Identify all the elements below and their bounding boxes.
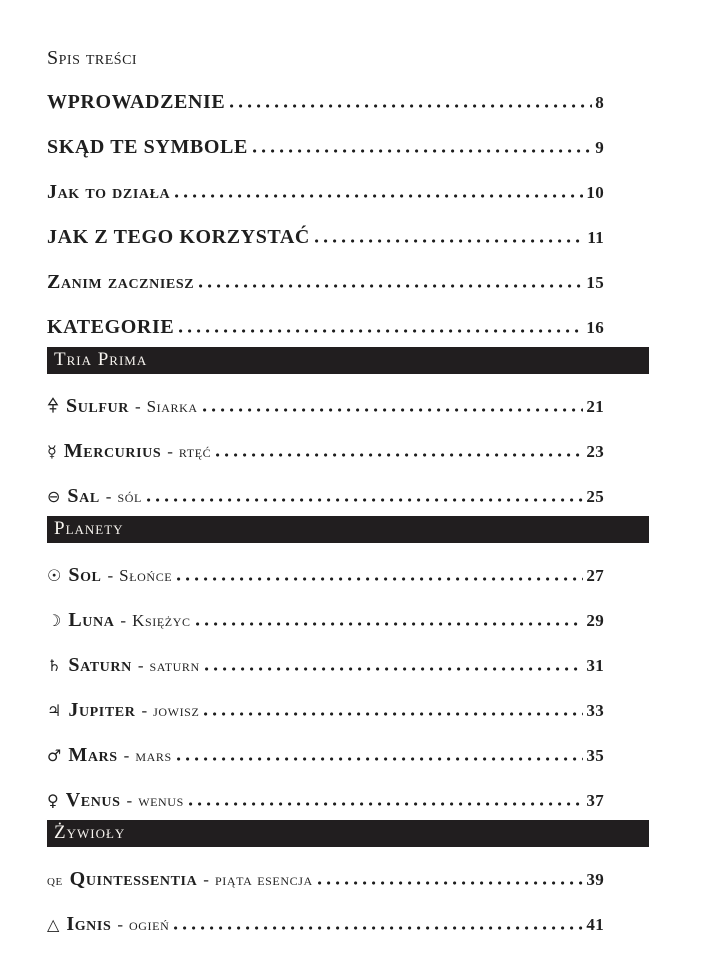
entry-subtitle: Słońce [119,566,173,585]
toc-entry[interactable] [47,545,604,590]
entry-title: Jupiter [68,699,136,721]
entry-title: Mercurius [63,440,162,462]
sulfur-symbol [47,397,59,416]
entry-subtitle: saturn [149,656,200,675]
page-number: 37 [586,791,604,810]
section-label: Żywioły [54,821,126,843]
page-number: 31 [586,656,604,675]
page-number: 9 [595,138,604,157]
page-number: 39 [586,870,604,889]
section-label: Planety [54,517,124,539]
entry-subtitle: Siarka [146,397,198,416]
saturn-symbol: ♄ [47,656,62,675]
page-number: 27 [586,566,604,585]
page-number: 8 [595,93,604,112]
page-number: 33 [586,701,604,720]
toc-entry[interactable] [47,297,604,342]
entry-dash: - [134,397,141,416]
salt-symbol: ⊖ [47,487,61,506]
dot-leader [175,194,583,198]
dot-leader [177,757,584,761]
dot-leader [203,408,584,412]
entry-dash: - [105,487,112,506]
entry-title: Sol [68,564,102,586]
toc-entry[interactable] [47,252,604,297]
toc-entry[interactable] [47,590,604,635]
entry-title: Ignis [66,913,112,935]
entry-title: WPROWADZENIE [47,91,226,113]
entry-subtitle: sól [117,487,142,506]
entry-dash: - [126,791,133,810]
page-number: 11 [587,228,604,247]
dot-leader [253,149,592,153]
entry-dash: - [137,656,144,675]
entry-title: JAK Z TEGO KORZYSTAĆ [47,226,310,248]
toc-entry[interactable] [47,635,604,680]
entry-title: KATEGORIE [47,316,175,338]
entry-subtitle: ogień [129,915,170,934]
toc-list [47,72,706,939]
dot-leader [204,712,583,716]
entry-subtitle: jowisz [153,701,200,720]
dot-leader [189,802,584,806]
entry-subtitle: Księżyc [132,611,191,630]
entry-dash: - [203,870,209,889]
entry-dash: - [141,701,148,720]
page-number: 16 [586,318,604,337]
entry-title: Luna [68,609,115,631]
sun-symbol: ☉ [47,566,62,585]
venus-symbol: ♀ [47,791,59,810]
section-header-bar [47,516,649,543]
entry-title: Jak to działa [47,181,171,203]
toc-entry[interactable] [47,680,604,725]
entry-subtitle: piąta esencja [214,870,313,889]
dot-leader [230,104,592,108]
entry-dash: - [107,566,114,585]
quintessence-symbol: qe [47,872,63,889]
entry-title: SKĄD TE SYMBOLE [47,136,248,158]
section-label: Tria Prima [54,348,148,370]
page-number: 41 [586,915,604,934]
fire-triangle-symbol: △ [47,915,60,934]
page-number: 25 [586,487,604,506]
moon-symbol: ☽ [47,611,62,630]
entry-title: Venus [65,789,121,811]
entry-title: Quintessentia [69,868,198,890]
entry-subtitle: mars [135,746,172,765]
mercury-symbol: ☿ [47,442,57,461]
page-number: 10 [586,183,604,202]
toc-entry[interactable] [47,770,604,815]
entry-dash: - [167,442,173,461]
entry-title: Saturn [68,654,132,676]
toc-entry[interactable] [47,725,604,770]
entry-title: Sulfur [66,395,129,417]
entry-subtitle: rtęć [178,442,212,461]
dot-leader [199,284,583,288]
toc-entry[interactable] [47,162,604,207]
dot-leader [147,498,583,502]
entry-dash: - [117,915,124,934]
mars-symbol: ♂ [47,746,62,765]
entry-title: Sal [67,485,100,507]
dot-leader [177,577,583,581]
toc-entry[interactable] [47,376,604,421]
entry-dash: - [120,611,127,630]
dot-leader [179,329,583,333]
jupiter-symbol: ♃ [47,701,62,720]
entry-subtitle: wenus [138,791,184,810]
toc-entry[interactable] [47,894,604,939]
toc-entry[interactable] [47,72,604,117]
toc-entry[interactable] [47,849,604,894]
section-header-bar [47,347,649,374]
toc-entry[interactable] [47,421,604,466]
dot-leader [205,667,584,671]
entry-title: Mars [68,744,118,766]
toc-entry[interactable] [47,466,604,511]
toc-entry[interactable] [47,117,604,162]
dot-leader [196,622,584,626]
dot-leader [216,453,583,457]
entry-title: Zanim zaczniesz [47,271,195,293]
page-number: 35 [586,746,604,765]
page-number: 29 [586,611,604,630]
entry-dash: - [123,746,130,765]
dot-leader [174,926,583,930]
dot-leader [315,239,584,243]
page-number: 23 [586,442,604,461]
section-header-bar [47,820,649,847]
page-number: 15 [586,273,604,292]
page-title: Spis treści [47,47,138,69]
dot-leader [318,881,584,885]
toc-entry[interactable] [47,207,604,252]
page-number: 21 [586,397,604,416]
